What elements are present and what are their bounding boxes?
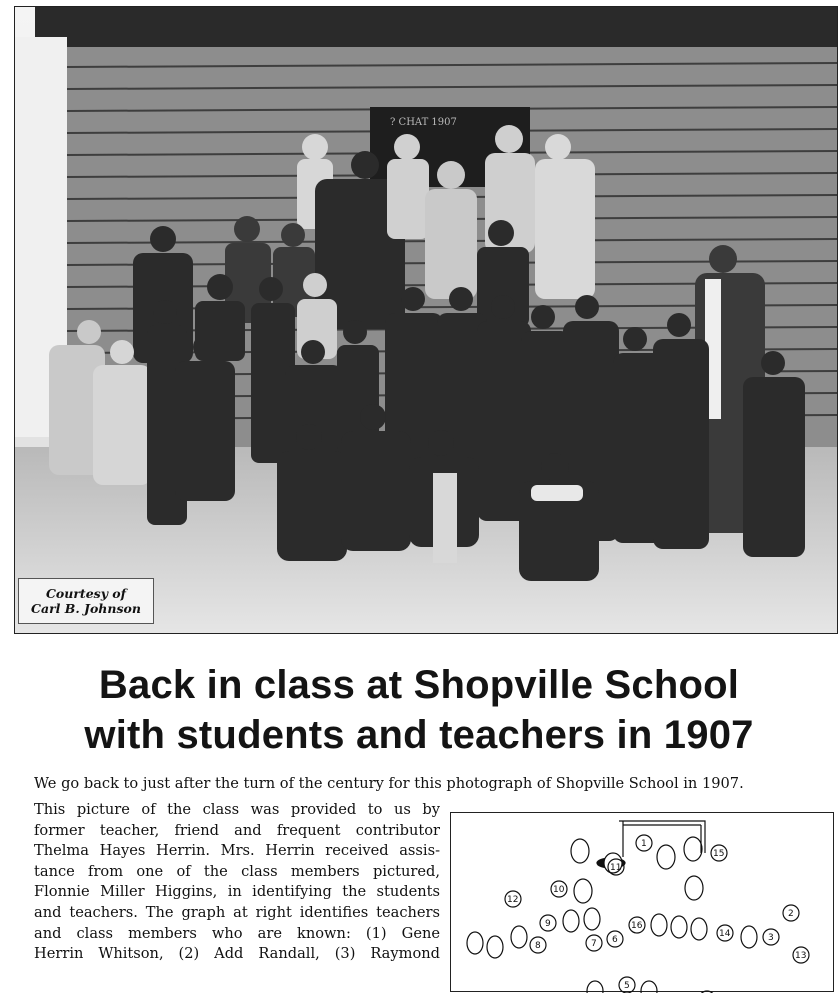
- label-7: 7: [591, 939, 597, 949]
- person-oval: [671, 916, 687, 938]
- label-14: 14: [719, 929, 731, 939]
- headline-line-1: Back in class at Shopville School: [98, 663, 740, 707]
- lead-paragraph: We go back to just after the turn of the century for this photograph of Shopville School in 1907.: [34, 775, 744, 792]
- person-oval: [574, 879, 592, 903]
- headline-line-2: with students and teachers in 1907: [84, 713, 754, 757]
- label-5: 5: [624, 981, 630, 991]
- body-line: Flonnie Miller Higgins, in identifying the students: [34, 883, 440, 901]
- label-9: 9: [545, 919, 551, 929]
- body-line: Thelma Hayes Herrin. Mrs. Herrin received assis-: [34, 842, 440, 860]
- person-oval: [571, 839, 589, 863]
- door-outline: [619, 821, 705, 857]
- label-13: 13: [795, 951, 807, 961]
- label-6: 6: [612, 935, 618, 945]
- body-line: and teachers. The graph at right identifies teachers: [34, 903, 440, 921]
- label-12: 12: [507, 895, 519, 905]
- label-16: 16: [631, 921, 643, 931]
- body-line: This picture of the class was provided to us by: [34, 801, 440, 818]
- person-oval: [641, 981, 657, 993]
- person-oval: [563, 910, 579, 932]
- label-8: 8: [535, 941, 541, 951]
- person-oval: [487, 936, 503, 958]
- person-oval: [584, 908, 600, 930]
- headline: [0, 660, 838, 760]
- person-oval: [741, 926, 757, 948]
- label-2: 2: [788, 909, 794, 919]
- body-line: former teacher, friend and frequent contributor: [34, 821, 440, 839]
- person-oval: [657, 845, 675, 869]
- person-oval: [684, 837, 702, 861]
- body-line: tance from one of the class members pictured,: [34, 862, 440, 880]
- person-oval: [691, 918, 707, 940]
- article-body: [34, 800, 440, 965]
- body-line: and class members who are known: (1) Gene: [34, 924, 440, 942]
- label-11: 11: [610, 863, 622, 873]
- person-oval: [467, 932, 483, 954]
- body-line: Herrin Whitson, (2) Add Randall, (3) Raymond: [34, 945, 440, 963]
- person-oval: [511, 926, 527, 948]
- identification-diagram: [450, 812, 834, 992]
- label-1: 1: [641, 839, 647, 849]
- person-oval: [685, 876, 703, 900]
- photo-credit: [18, 578, 154, 624]
- label-15: 15: [713, 849, 725, 859]
- credit-line-2: Carl B. Johnson: [31, 601, 141, 616]
- label-3: 3: [768, 933, 774, 943]
- class-photograph: [14, 6, 838, 634]
- class-photo-icon: [15, 7, 838, 634]
- person-oval: [651, 914, 667, 936]
- credit-line-1: Courtesy of: [45, 586, 127, 601]
- door-sign: ? CHAT 1907: [390, 117, 457, 128]
- label-10: 10: [553, 885, 565, 895]
- person-oval: [587, 981, 603, 993]
